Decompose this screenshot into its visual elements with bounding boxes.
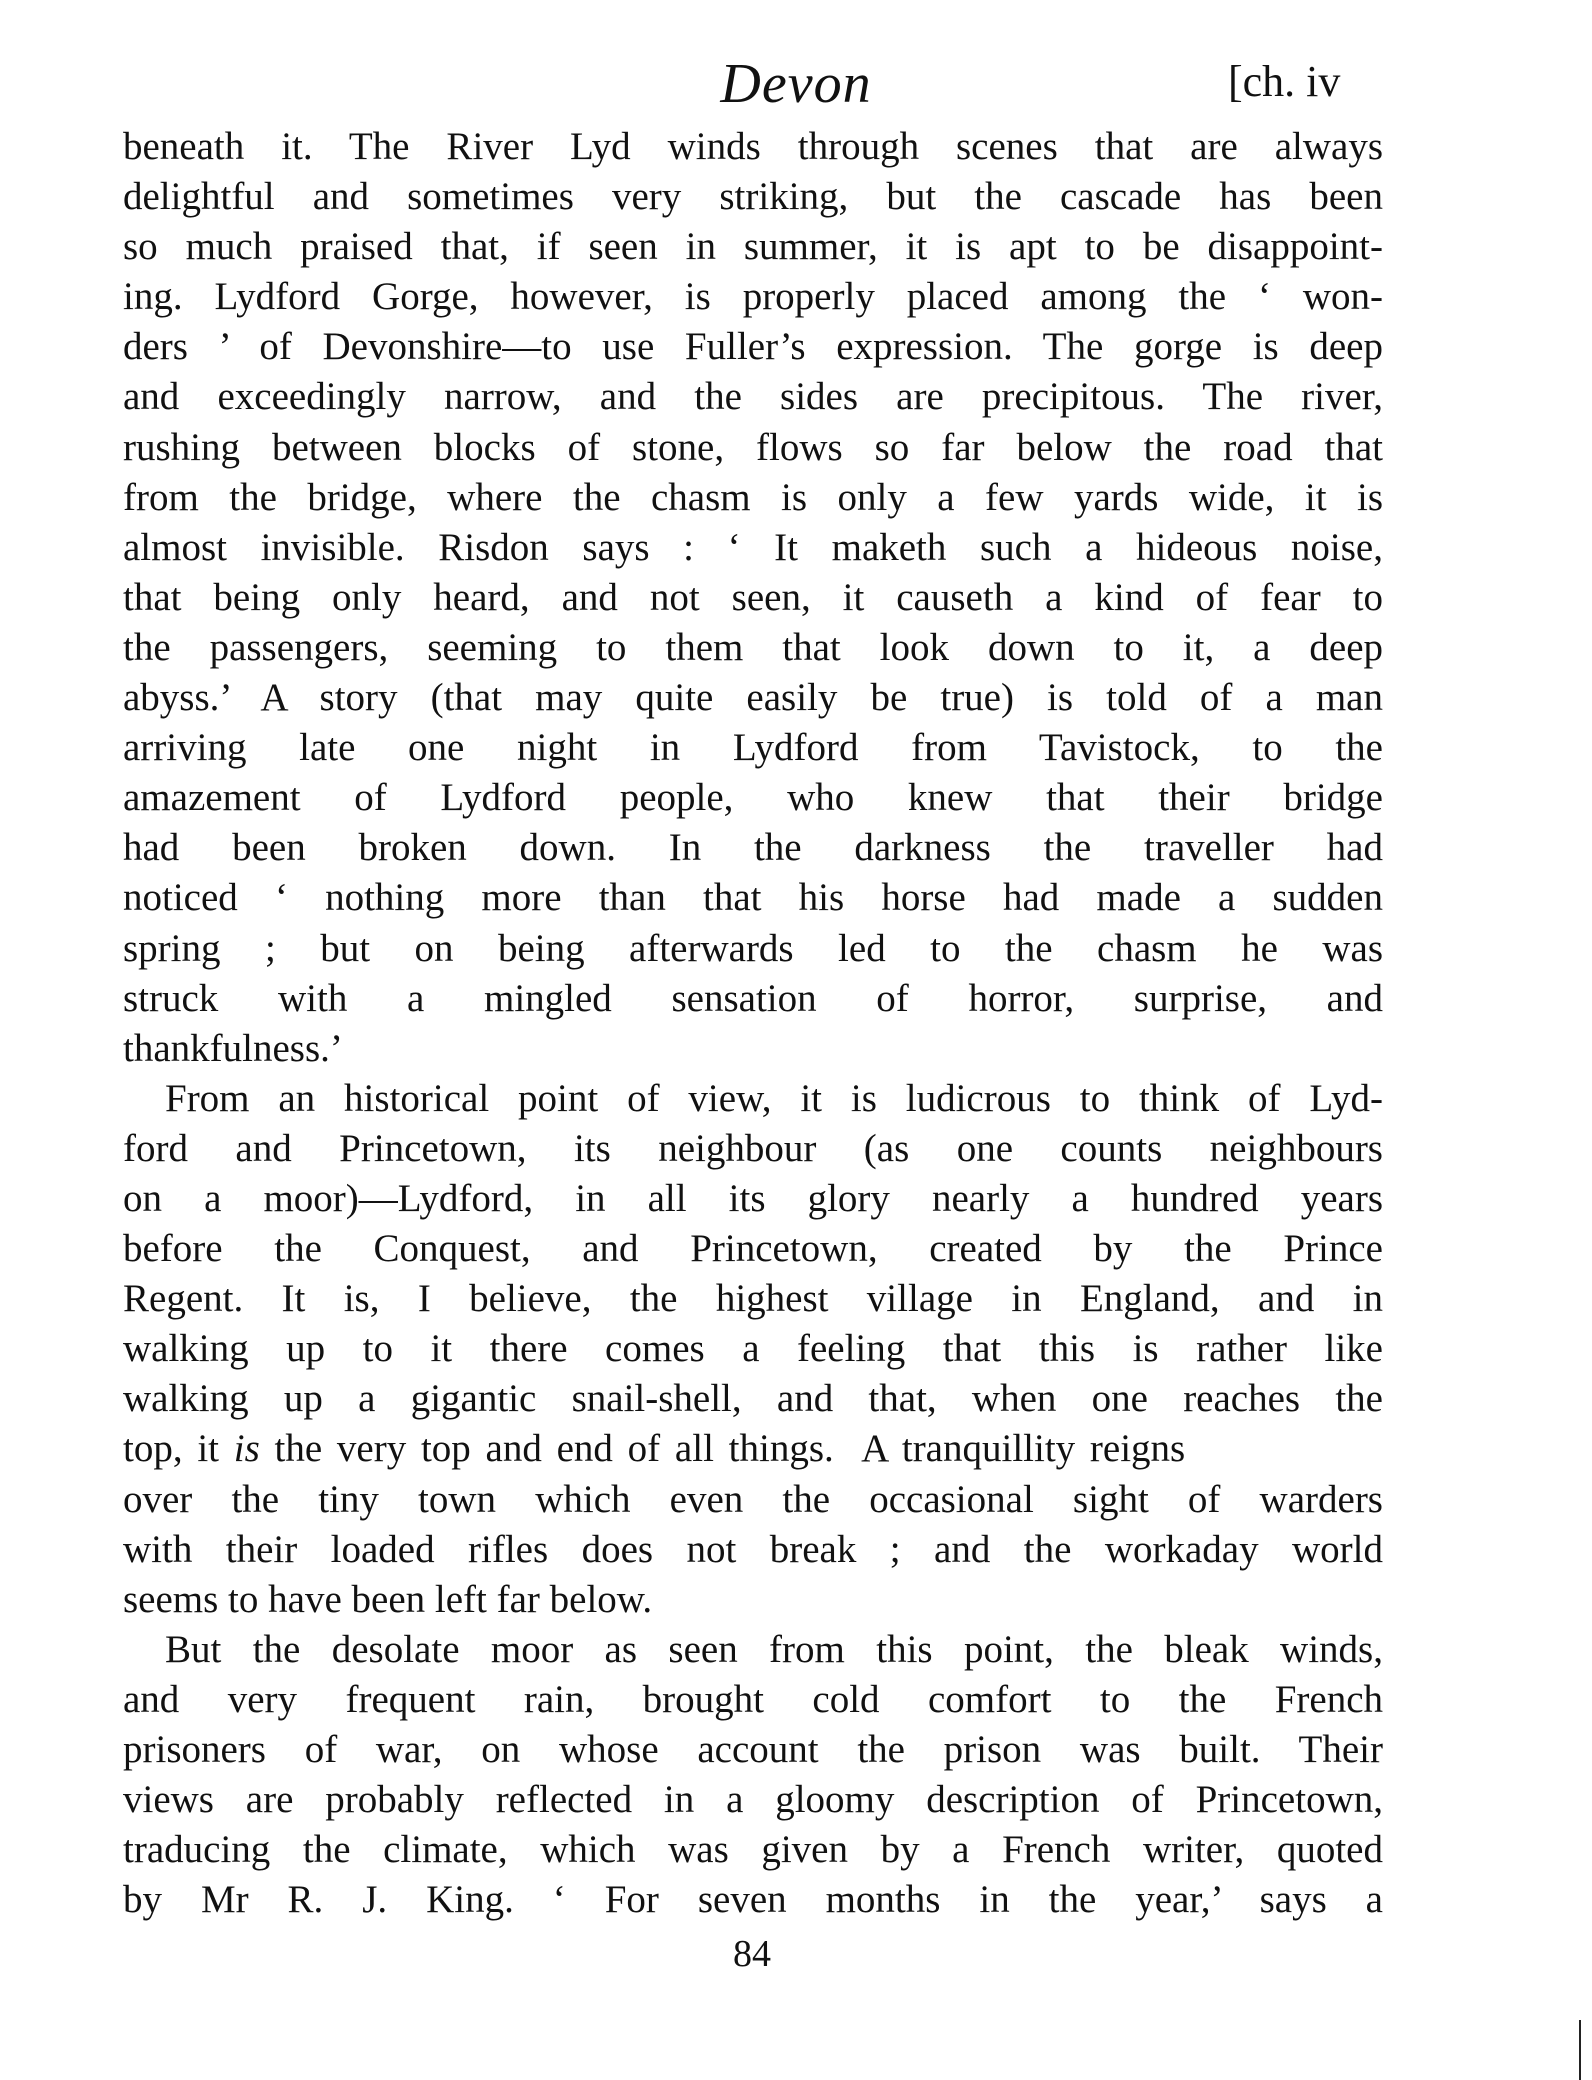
text-line: rushing between blocks of stone, flows so far below the road that [123,425,1383,469]
page-number: 84 [733,1933,771,1975]
text-line: by Mr R. J. King. ‘ For seven months in the year,’ says a [123,1878,1383,1922]
chapter-label: [ch. iv [1228,57,1341,106]
text-segment: the very top and end of all things. A tranquillity reigns [259,1427,1186,1471]
text-line [123,1424,1383,1474]
text-line: seems to have been left far below. [123,1577,653,1621]
text-line: arriving late one night in Lydford from Tavistock, to the [123,726,1383,770]
text-line: struck with a mingled sensation of horror, surprise, and [123,976,1383,1020]
text-line: thankfulness.’ [123,1026,343,1070]
text-line: so much praised that, if seen in summer, it is apt to be disappoint- [123,225,1383,269]
text-line: traducing the climate, which was given by a French writer, quoted [123,1828,1383,1872]
text-line: views are probably reflected in a gloomy description of Princetown, [123,1778,1383,1822]
text-line: that being only heard, and not seen, it causeth a kind of fear to [123,575,1383,619]
text-line: ford and Princetown, its neighbour (as one counts neighbours [123,1126,1383,1170]
running-title: Devon [720,53,872,115]
text-line: from the bridge, where the chasm is only a few yards wide, it is [123,475,1383,519]
text-line: before the Conquest, and Princetown, created by the Prince [123,1227,1383,1271]
text-line: delightful and sometimes very striking, but the cascade has been [123,175,1383,219]
text-line: Regent. It is, I believe, the highest village in England, and in [123,1277,1383,1321]
text-line: and exceedingly narrow, and the sides are precipitous. The river, [123,375,1383,419]
body-text [123,122,1383,1925]
text-segment: top, it [123,1427,234,1471]
text-line: beneath it. The River Lyd winds through scenes that are always [123,125,1383,168]
text-line: amazement of Lydford people, who knew that their bridge [123,776,1383,820]
text-line: walking up a gigantic snail-shell, and that, when one reaches the [123,1377,1383,1421]
text-line: almost invisible. Risdon says : ‘ It maketh such a hideous noise, [123,525,1383,569]
text-line: with their loaded rifles does not break ; and the workaday world [123,1527,1383,1571]
text-line: noticed ‘ nothing more than that his horse had made a sudden [123,876,1383,920]
text-line: over the tiny town which even the occasional sight of warders [123,1477,1383,1521]
text-line: ing. Lydford Gorge, however, is properly placed among the ‘ won- [123,275,1383,319]
text-line: abyss.’ A story (that may quite easily be true) is told of a man [123,676,1383,720]
text-line: and very frequent rain, brought cold comfort to the French [123,1677,1383,1721]
text-line: walking up to it there comes a feeling that this is rather like [123,1327,1383,1371]
text-line: spring ; but on being afterwards led to the chasm he was [123,926,1383,970]
text-line: But the desolate moor as seen from this point, the bleak winds, [165,1627,1383,1671]
text-line: ders ’ of Devonshire—to use Fuller’s expression. The gorge is deep [123,325,1383,369]
text-line: From an historical point of view, it is ludicrous to think of Lyd- [165,1076,1383,1120]
scan-edge-mark [1579,2020,1581,2080]
italic-word: is [233,1427,260,1471]
text-line: on a moor)—Lydford, in all its glory nearly a hundred years [123,1176,1383,1220]
text-line: prisoners of war, on whose account the prison was built. Their [123,1728,1383,1771]
text-line: the passengers, seeming to them that look down to it, a deep [123,625,1383,669]
text-line: had been broken down. In the darkness the traveller had [123,826,1383,870]
